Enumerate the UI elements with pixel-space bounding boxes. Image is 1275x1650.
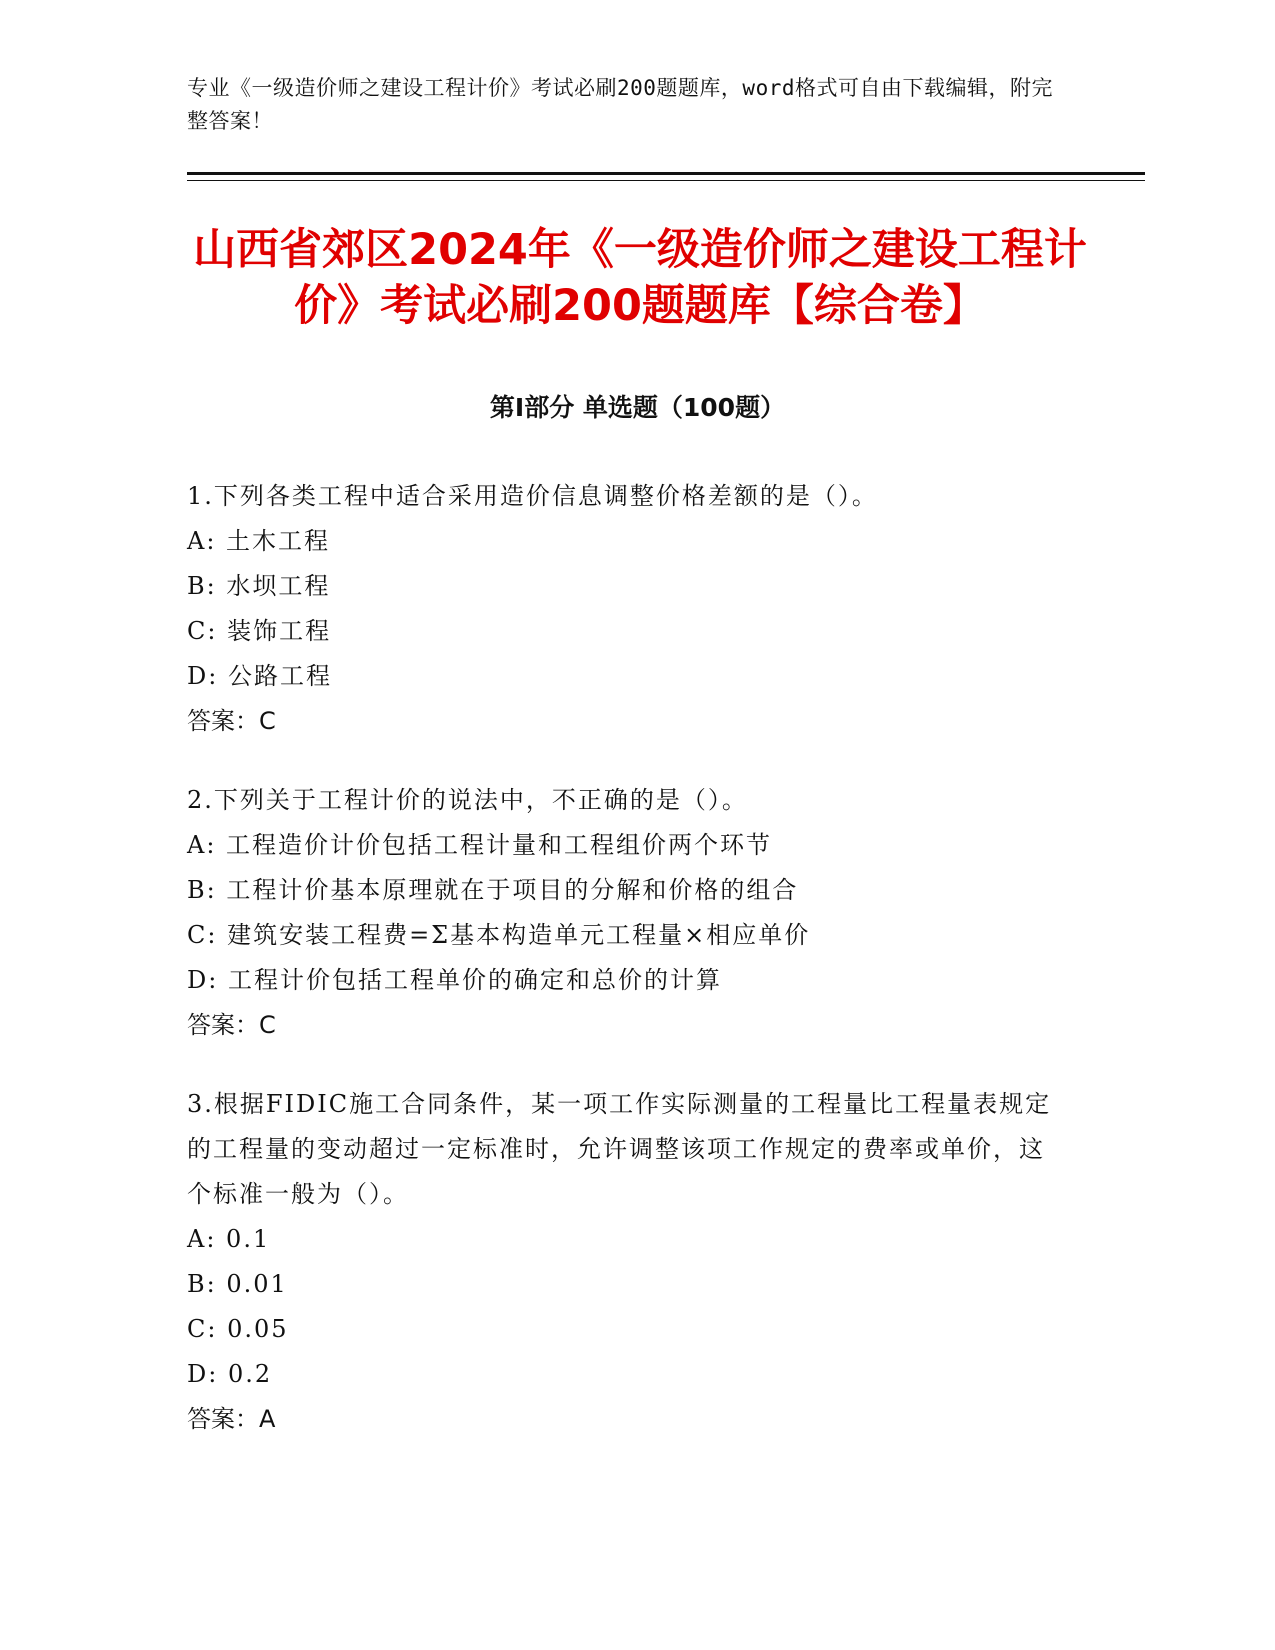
option-d: D: 0.2 <box>187 1360 273 1388</box>
option-c: C: 建筑安装工程费=Σ基本构造单元工程量×相应单价 <box>187 921 811 949</box>
option-d: D: 公路工程 <box>187 662 332 690</box>
answer: 答案：C <box>187 707 276 735</box>
question-list <box>187 474 1067 1476</box>
answer: 答案：C <box>187 1011 276 1039</box>
header-rule-thin <box>187 180 1145 181</box>
header-rule-thick <box>187 172 1145 175</box>
question-text: 2.下列关于工程计价的说法中，不正确的是（）。 <box>187 786 748 814</box>
section-title: 第I部分 单选题（100题） <box>489 393 786 422</box>
question-3 <box>187 1082 1067 1442</box>
option-b: B: 水坝工程 <box>187 572 331 600</box>
answer: 答案：A <box>187 1405 276 1433</box>
option-b: B: 工程计价基本原理就在于项目的分解和价格的组合 <box>187 876 799 904</box>
question-1 <box>187 474 1067 744</box>
document-title: 山西省郊区2024年《一级造价师之建设工程计价》考试必刷200题题库【综合卷】 <box>193 225 1087 331</box>
question-text: 1.下列各类工程中适合采用造价信息调整价格差额的是（）。 <box>187 482 878 510</box>
option-d: D: 工程计价包括工程单价的确定和总价的计算 <box>187 966 722 994</box>
option-c: C: 装饰工程 <box>187 617 332 645</box>
option-c: C: 0.05 <box>187 1315 289 1343</box>
question-text: 3.根据FIDIC施工合同条件，某一项工作实际测量的工程量比工程量表规定的工程量的变动超过一定标准时，允许调整该项工作规定的费率或单价，这个标准一般为（）。 <box>187 1090 1052 1208</box>
option-a: A: 0.1 <box>187 1225 271 1253</box>
option-a: A: 工程造价计价包括工程计量和工程组价两个环节 <box>187 831 773 859</box>
header-note: 专业《一级造价师之建设工程计价》考试必刷200题题库，word格式可自由下载编辑，附完整答案！ <box>187 76 1053 133</box>
option-b: B: 0.01 <box>187 1270 288 1298</box>
question-2 <box>187 778 1067 1048</box>
option-a: A: 土木工程 <box>187 527 331 555</box>
